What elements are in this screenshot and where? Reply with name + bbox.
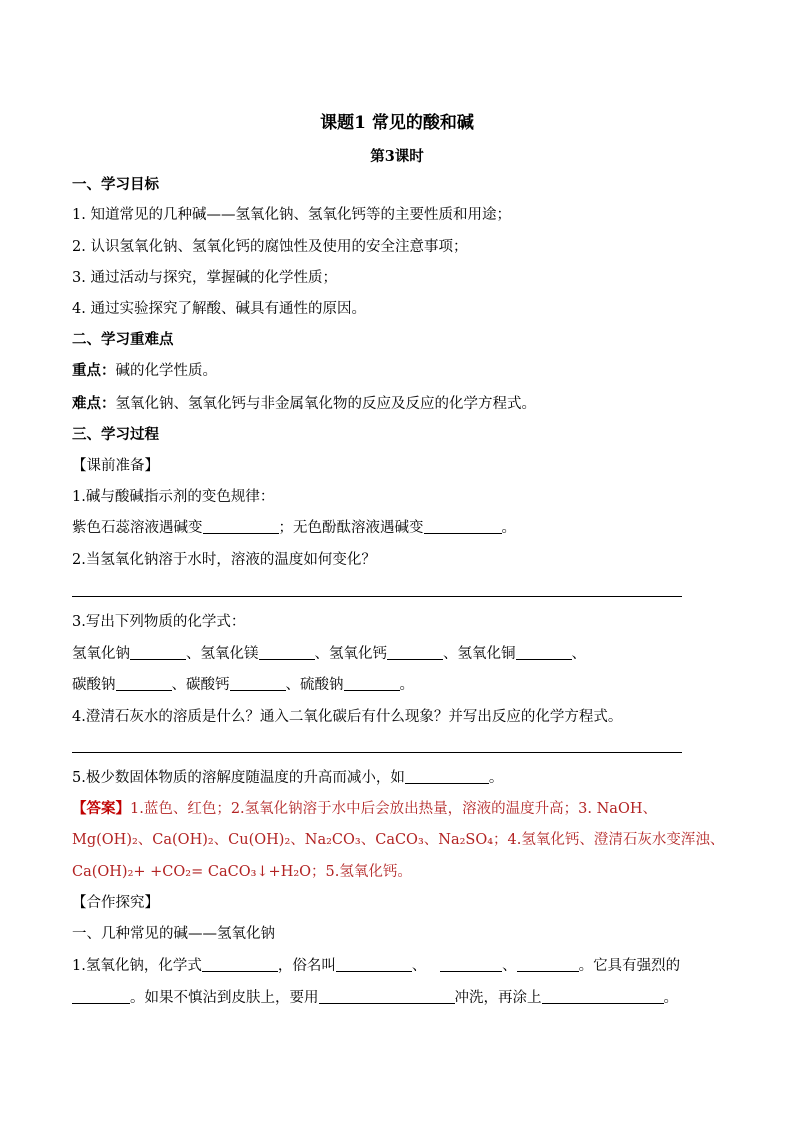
c2-text-a: 。如果不慎沾到皮肤上，要用: [130, 990, 319, 1006]
q3-item: 、碳酸钙: [171, 677, 230, 693]
c1-text-a: 1.氢氧化钠，化学式: [72, 958, 202, 974]
fill-blank[interactable]: [440, 956, 502, 972]
coop-heading: 【合作探究】: [72, 895, 159, 911]
fill-blank[interactable]: [336, 956, 412, 972]
objective-item-3: 3. 通过活动与探究，掌握碱的化学性质；: [72, 270, 337, 286]
fill-blank[interactable]: [72, 988, 130, 1004]
question-3: 3.写出下列物质的化学式：: [72, 614, 246, 630]
c1-text-c: 、: [411, 958, 427, 974]
key-point-line: [72, 361, 217, 381]
question-3-row-1: [72, 644, 586, 664]
question-4: 4.澄清石灰水的溶质是什么？通入二氧化碳后有什么现象？并写出反应的化学方程式。: [72, 709, 623, 725]
question-3-row-2: [72, 675, 414, 695]
c2-text-b: 冲洗，再涂上: [454, 990, 542, 1006]
question-1: 1.碱与酸碱指示剂的变色规律：: [72, 489, 275, 505]
answer-line-2: Mg(OH)₂、Ca(OH)₂、Cu(OH)₂、Na₂CO₃、CaCO₃、Na₂SO₄；4.氢氧化钙、澄清石灰水变浑浊、: [72, 832, 725, 848]
question-5: [72, 768, 503, 788]
c1-text-e: 。它具有强烈的: [578, 958, 681, 974]
question-2: 2.当氢氧化钠溶于水时，溶液的温度如何变化？: [72, 552, 376, 568]
fill-blank[interactable]: [516, 644, 572, 660]
answer-line[interactable]: [72, 752, 682, 753]
coop-question-1: [72, 956, 680, 976]
answer-line[interactable]: [72, 596, 682, 597]
fill-blank[interactable]: [517, 956, 579, 972]
difficulty-line: [72, 394, 536, 414]
q3-item: 。: [399, 677, 414, 693]
coop-question-1-cont: [72, 988, 678, 1008]
difficulty-label: 难点：: [72, 395, 116, 412]
fill-blank[interactable]: [344, 675, 400, 691]
fill-blank[interactable]: [319, 988, 455, 1004]
difficulty-text: 氢氧化钠、氢氧化钙与非金属氧化物的反应及反应的化学方程式。: [115, 396, 536, 412]
objective-item-2: 2. 认识氢氧化钠、氢氧化钙的腐蚀性及使用的安全注意事项；: [72, 239, 468, 255]
q3-item: 碳酸钠: [72, 677, 116, 693]
answer-line-1: [72, 799, 657, 819]
q3-item: 、氢氧化钙: [314, 646, 387, 662]
answer-label: 【答案】: [72, 800, 130, 817]
fill-blank[interactable]: [230, 675, 286, 691]
objective-item-4: 4. 通过实验探究了解酸、碱具有通性的原因。: [72, 301, 366, 317]
c1-text-d: 、: [502, 958, 517, 974]
c2-text-c: 。: [663, 990, 678, 1006]
q5-text-b: 。: [488, 770, 504, 786]
page-subtitle: 第3课时: [370, 148, 424, 165]
q3-item: 、氢氧化铜: [443, 646, 516, 662]
q3-item: 、: [571, 646, 586, 662]
fill-blank[interactable]: [542, 988, 664, 1004]
key-point-label: 重点：: [72, 362, 116, 379]
q3-item: 、氢氧化镁: [186, 646, 259, 662]
fill-blank[interactable]: [203, 518, 279, 534]
section-heading-objectives: 一、学习目标: [72, 176, 159, 193]
q1-text-c: 。: [501, 520, 516, 536]
page-title: 课题1 常见的酸和碱: [320, 113, 474, 133]
q1-text-a: 紫色石蕊溶液遇碱变: [72, 520, 203, 536]
section-heading-process: 三、学习过程: [72, 426, 159, 443]
key-point-text: 碱的化学性质。: [115, 363, 217, 379]
fill-blank[interactable]: [424, 518, 502, 534]
section-heading-key-points: 二、学习重难点: [72, 331, 174, 348]
prep-heading: 【课前准备】: [72, 458, 159, 474]
q5-text-a: 5.极少数固体物质的溶解度随温度的升高而减小，如: [72, 770, 405, 786]
q3-item: 氢氧化钠: [72, 646, 130, 662]
answer-text-1: 1.蓝色、红色；2.氢氧化钠溶于水中后会放出热量，溶液的温度升高；3. NaOH、: [130, 801, 657, 817]
fill-blank[interactable]: [116, 675, 172, 691]
q1-text-b: ；无色酚酞溶液遇碱变: [278, 520, 424, 536]
coop-subheading: 一、几种常见的碱——氢氧化钠: [72, 926, 275, 942]
q3-item: 、硫酸钠: [285, 677, 344, 693]
question-1-fill-line: [72, 518, 516, 538]
fill-blank[interactable]: [259, 644, 315, 660]
fill-blank[interactable]: [202, 956, 278, 972]
answer-line-3: Ca(OH)₂+ +CO₂= CaCO₃↓+H₂O；5.氢氧化钙。: [72, 864, 412, 880]
fill-blank[interactable]: [405, 768, 489, 784]
fill-blank[interactable]: [130, 644, 186, 660]
c1-text-b: ，俗名叫: [277, 958, 336, 974]
objective-item-1: 1. 知道常见的几种碱——氢氧化钠、氢氧化钙等的主要性质和用途；: [72, 207, 511, 223]
fill-blank[interactable]: [387, 644, 443, 660]
